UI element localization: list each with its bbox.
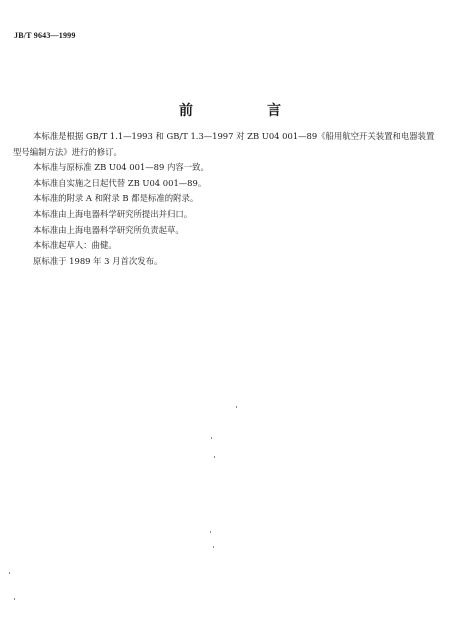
scan-speck [214, 456, 215, 458]
paragraph-drafting-unit: 本标准由上海电器科学研究所负责起草。 [33, 224, 184, 235]
paragraph-first-publication: 原标准于 1989 年 3 月首次发布。 [33, 255, 163, 266]
scan-speck [210, 531, 211, 533]
scan-speck [211, 437, 212, 439]
scan-speck [9, 572, 10, 574]
foreword-body [13, 129, 441, 269]
page-title: 前 言 [179, 103, 311, 119]
paragraph-consistency: 本标准与原标准 ZB U04 001—89 内容一致。 [33, 162, 209, 173]
scan-speck [14, 598, 15, 600]
paragraph-appendices: 本标准的附录 A 和附录 B 都是标准的附录。 [33, 193, 199, 204]
standard-code: JB/T 9643—1999 [14, 31, 76, 40]
scan-speck [213, 546, 214, 548]
scan-speck [236, 406, 237, 408]
paragraph-replacement: 本标准自实施之日起代替 ZB U04 001—89。 [33, 177, 207, 188]
paragraph-proposer: 本标准由上海电器科学研究所提出并归口。 [33, 208, 193, 219]
paragraph-drafter: 本标准起草人：曲健。 [33, 240, 117, 251]
paragraph-revision-basis: 本标准是根据 GB/T 1.1—1993 和 GB/T 1.3—1997 对 ZB U04 001—89《船用航空开关装置和电器装置型号编制方法》进行的修订。 [13, 131, 435, 157]
